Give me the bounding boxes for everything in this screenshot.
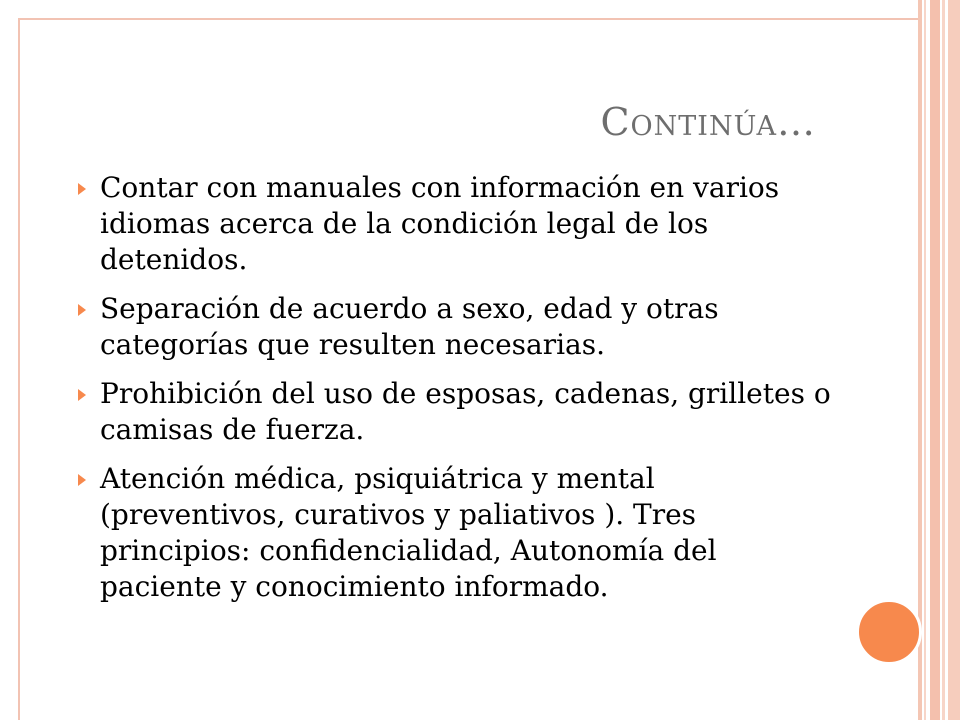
bullet-list bbox=[78, 170, 838, 618]
decorative-stripe bbox=[924, 0, 926, 720]
orange-circle-decoration bbox=[856, 599, 922, 665]
bullet-item bbox=[78, 461, 838, 605]
decorative-stripe bbox=[918, 0, 922, 720]
bullet-item bbox=[78, 170, 838, 278]
triangle-right-icon bbox=[78, 183, 86, 195]
frame-top-line bbox=[18, 18, 918, 20]
bullet-text: Atención médica, psiquiátrica y mental (preventivos, curativos y paliativos ). Tres principios: confidencialidad, Autonomía del paciente y conocimiento informado. bbox=[100, 462, 717, 603]
bullet-text: Contar con manuales con información en varios idiomas acerca de la condición legal de los detenidos. bbox=[100, 171, 780, 276]
bullet-item bbox=[78, 376, 838, 448]
bullet-text: Prohibición del uso de esposas, cadenas, grilletes o camisas de fuerza. bbox=[100, 377, 831, 446]
slide-title: Continúa… bbox=[600, 100, 816, 144]
decorative-stripe bbox=[942, 0, 945, 720]
bullet-item bbox=[78, 291, 838, 363]
triangle-right-icon bbox=[78, 304, 86, 316]
bullet-text: Separación de acuerdo a sexo, edad y otras categorías que resulten necesarias. bbox=[100, 292, 719, 361]
triangle-right-icon bbox=[78, 474, 86, 486]
frame-left-line bbox=[18, 18, 20, 720]
triangle-right-icon bbox=[78, 389, 86, 401]
decorative-stripe bbox=[948, 0, 960, 720]
decorative-stripe bbox=[930, 0, 940, 720]
